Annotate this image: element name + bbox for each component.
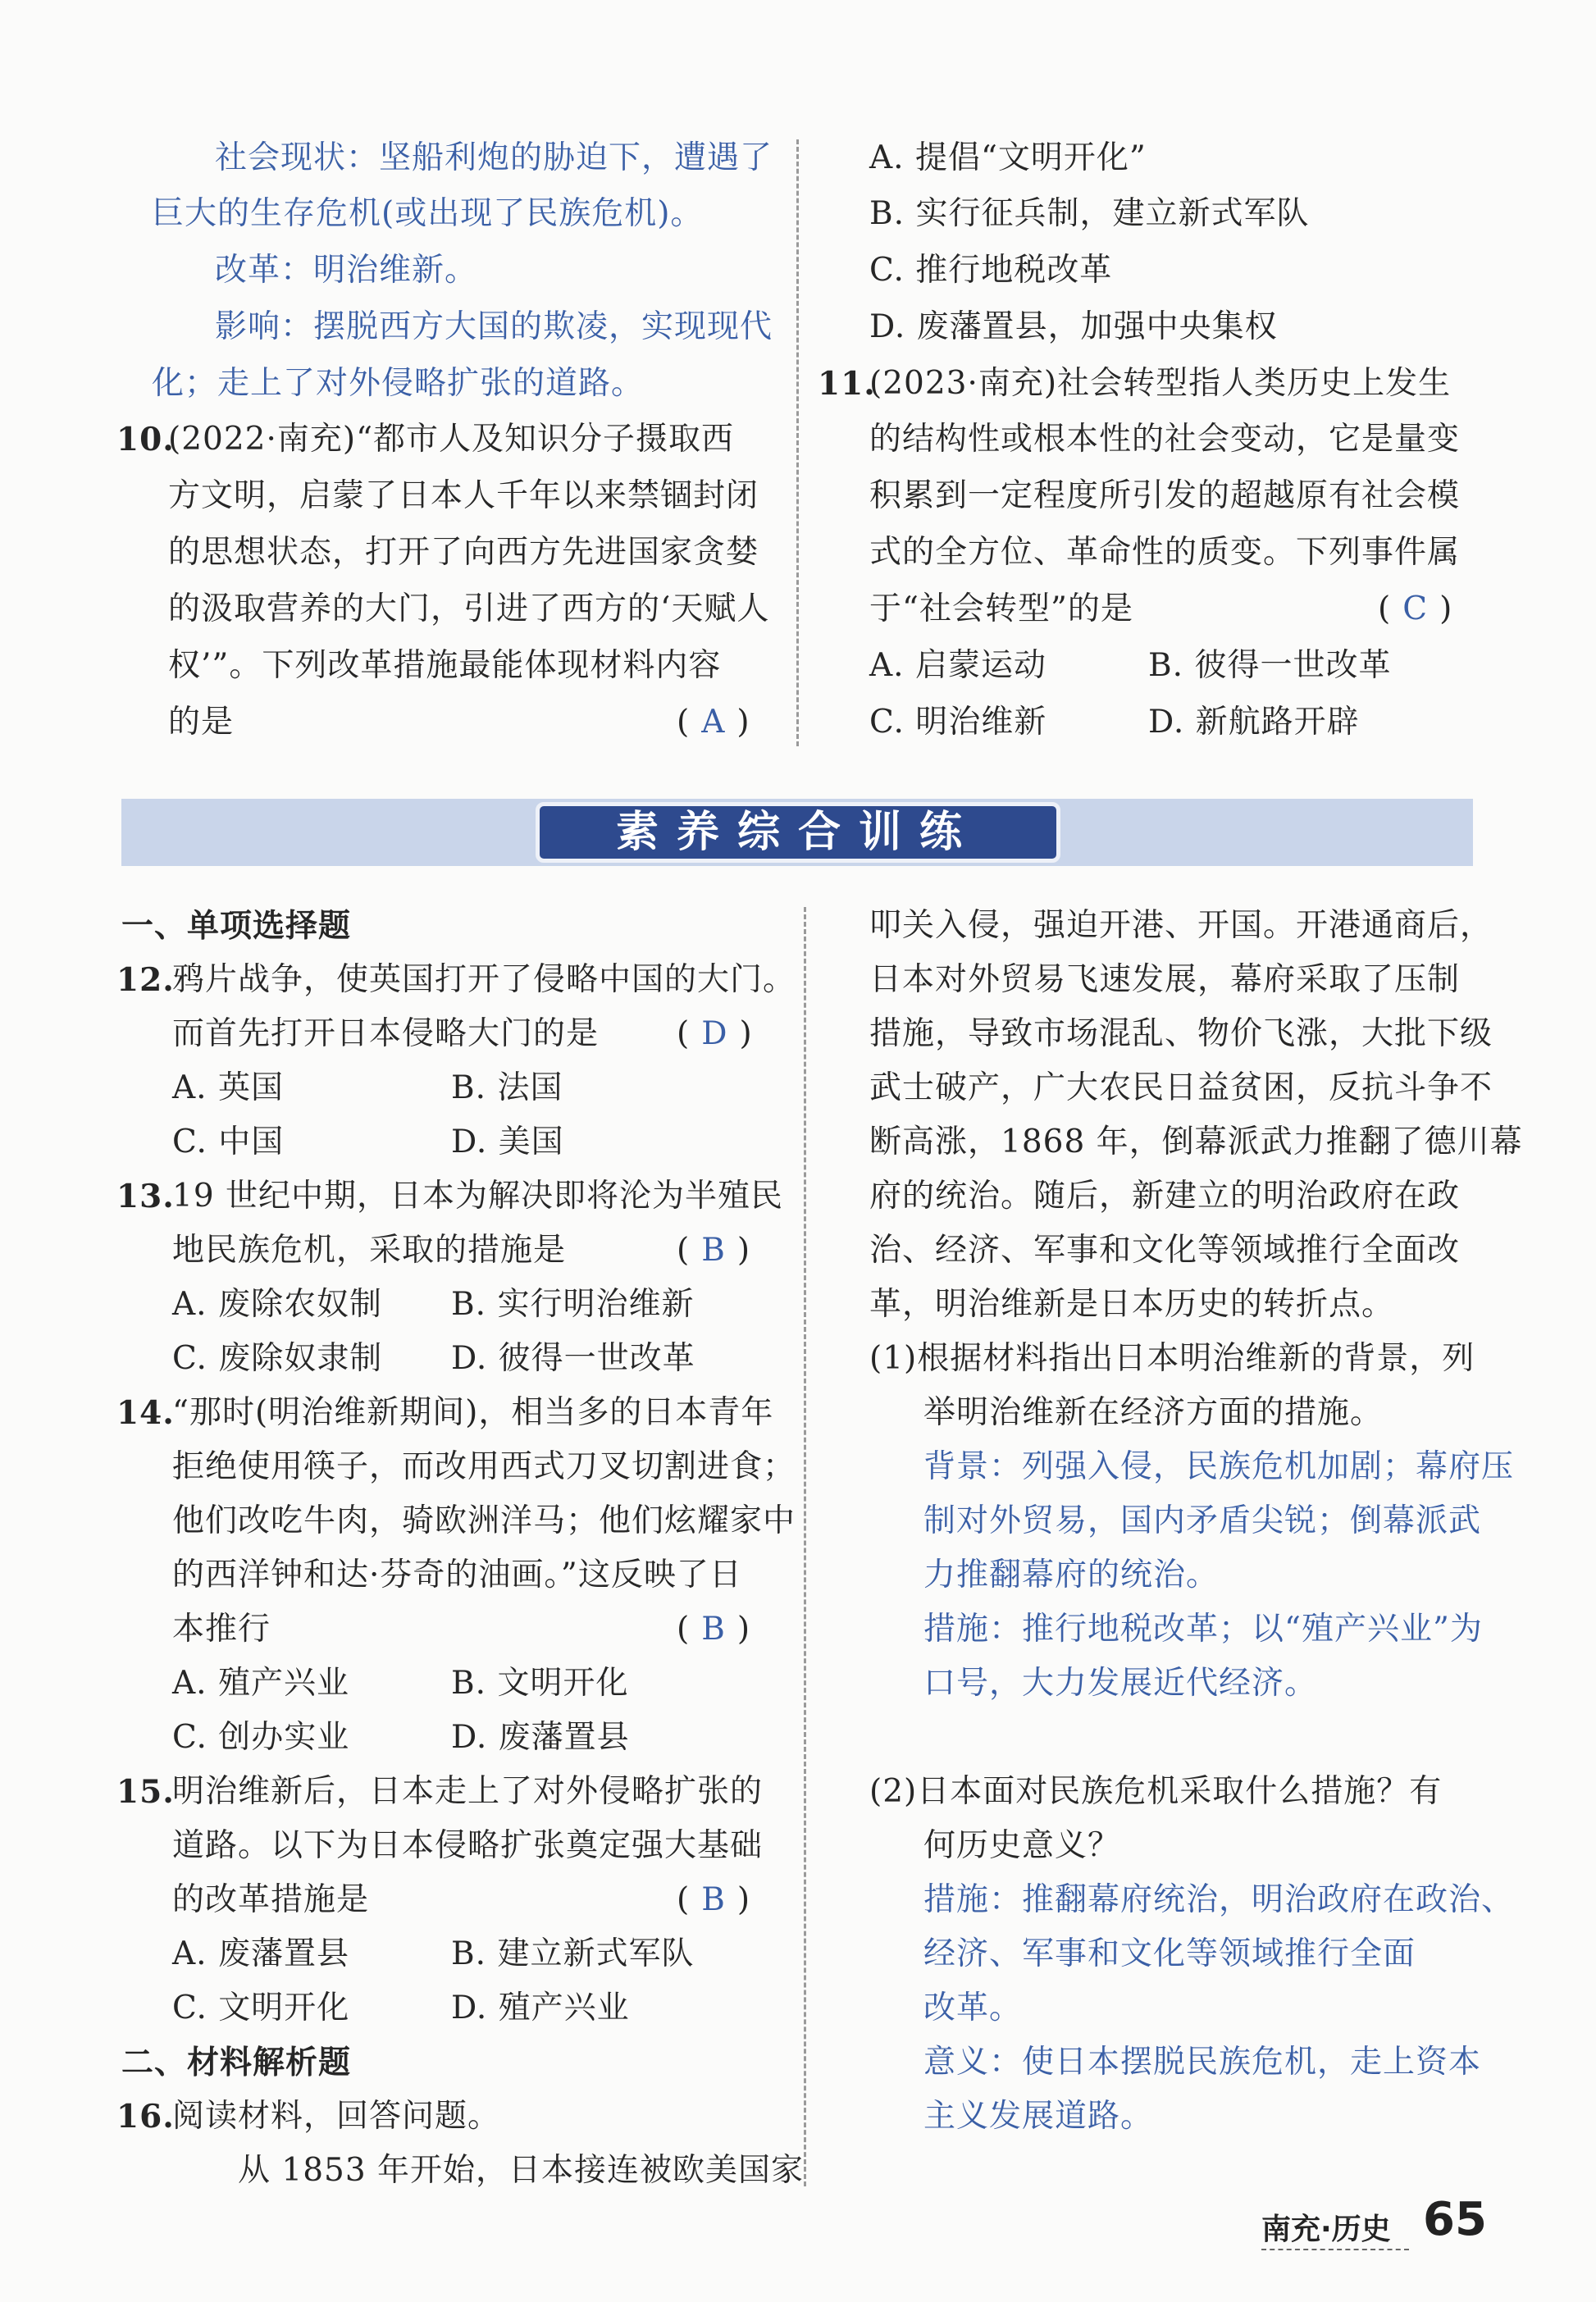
question-number: 10. [116, 421, 175, 458]
answer-choice: B [701, 1611, 726, 1648]
question-text: 的思想状态，打开了向西方先进国家贪婪 [168, 534, 759, 571]
answer-line: 社会现状：坚船利炮的胁迫下，遭遇了 [215, 139, 773, 176]
option: B. 法国 [451, 1069, 563, 1106]
answer-line: 经济、军事和文化等领域推行全面 [923, 1935, 1416, 1972]
question-text: 阅读材料，回答问题。 [172, 2098, 501, 2135]
answer-bracket: ( B ) [677, 1611, 751, 1648]
question-text: 19 世纪中期，日本为解决即将沦为半殖民 [172, 1178, 784, 1215]
answer-bracket: ( A ) [677, 704, 750, 741]
material-text: 革，明治维新是日本历史的转折点。 [869, 1286, 1395, 1323]
answer-line: 影响：摆脱西方大国的欺凌，实现现代 [215, 308, 773, 345]
material-text: 武士破产，广大农民日益贫困，反抗斗争不 [869, 1069, 1493, 1106]
question-number: 13. [116, 1178, 175, 1215]
material-text: 从 1853 年开始，日本接连被欧美国家 [238, 2152, 805, 2189]
question-text: 道路。以下为日本侵略扩张奠定强大基础 [172, 1827, 764, 1864]
option: B. 彼得一世改革 [1148, 647, 1392, 684]
answer-line: 化；走上了对外侵略扩张的道路。 [152, 365, 645, 402]
question-text: 而首先打开日本侵略大门的是 [172, 1015, 600, 1052]
answer-bracket: ( C ) [1378, 590, 1453, 627]
option: C. 推行地税改革 [869, 252, 1113, 289]
question-text: 方文明，启蒙了日本人千年以来禁锢封闭 [168, 477, 759, 514]
option: A. 殖产兴业 [172, 1665, 349, 1702]
answer-line: 改革。 [923, 1990, 1023, 2026]
question-text: (2022·南充)“都市人及知识分子摄取西 [168, 421, 735, 458]
sub-question: 举明治维新在经济方面的措施。 [923, 1394, 1384, 1431]
section-banner-title: 素养综合训练 [615, 808, 980, 857]
answer-bracket: ( B ) [677, 1881, 751, 1918]
question-text: 于“社会转型”的是 [869, 590, 1133, 627]
option: A. 英国 [172, 1069, 284, 1106]
option: B. 文明开化 [451, 1665, 629, 1702]
option: D. 新航路开辟 [1148, 704, 1360, 741]
column-divider [796, 139, 799, 746]
material-text: 措施，导致市场混乱、物价飞涨，大批下级 [869, 1015, 1493, 1052]
answer-choice: D [701, 1015, 728, 1052]
question-text: 的西洋钟和达·芬奇的油画。”这反映了日 [172, 1557, 742, 1593]
question-text: “那时(明治维新期间)，相当多的日本青年 [172, 1394, 774, 1431]
section-heading: 二、材料解析题 [121, 2044, 352, 2081]
material-text: 叩关入侵，强迫开港、开国。开港通商后， [869, 907, 1493, 944]
answer-choice: B [701, 1881, 726, 1918]
option: C. 文明开化 [172, 1990, 350, 2026]
answer-choice: C [1402, 590, 1429, 627]
answer-line: 改革：明治维新。 [215, 252, 478, 289]
material-text: 断高涨，1868 年，倒幕派武力推翻了德川幕 [869, 1124, 1523, 1160]
question-number: 12. [116, 961, 175, 999]
answer-line: 口号，大力发展近代经济。 [923, 1665, 1318, 1702]
option: B. 实行明治维新 [451, 1286, 695, 1323]
option: D. 彼得一世改革 [451, 1340, 695, 1377]
option: C. 中国 [172, 1124, 285, 1160]
answer-choice: A [701, 704, 726, 741]
option: D. 废藩置县 [451, 1719, 630, 1756]
question-text: 积累到一定程度所引发的超越原有社会模 [869, 477, 1461, 514]
answer-line: 主义发展道路。 [923, 2098, 1154, 2135]
sub-question: (1)根据材料指出日本明治维新的背景，列 [869, 1340, 1475, 1377]
option: A. 提倡“文明开化” [869, 139, 1147, 176]
option: B. 建立新式军队 [451, 1935, 695, 1972]
sub-question: (2)日本面对民族危机采取什么措施？有 [869, 1773, 1443, 1810]
question-text: 他们改吃牛肉，骑欧洲洋马；他们炫耀家中 [172, 1502, 796, 1539]
answer-line: 巨大的生存危机(或出现了民族危机)。 [152, 195, 704, 232]
question-text: 的是 [168, 704, 235, 741]
material-text: 日本对外贸易飞速发展，幕府采取了压制 [869, 961, 1461, 998]
answer-bracket: ( D ) [677, 1015, 753, 1052]
answer-bracket: ( B ) [677, 1232, 751, 1269]
answer-line: 背景：列强入侵，民族危机加剧；幕府压 [923, 1448, 1515, 1485]
question-number: 11. [818, 365, 876, 403]
option: D. 美国 [451, 1124, 564, 1160]
option: D. 殖产兴业 [451, 1990, 630, 2026]
footer-label: 南充·历史 [1261, 2213, 1391, 2246]
question-text: (2023·南充)社会转型指人类历史上发生 [869, 365, 1452, 402]
footer-underline [1261, 2249, 1409, 2250]
question-text: 地民族危机，采取的措施是 [172, 1232, 567, 1269]
answer-line: 制对外贸易，国内矛盾尖锐；倒幕派武 [923, 1502, 1482, 1539]
question-text: 的汲取营养的大门，引进了西方的‘天赋人 [168, 590, 770, 627]
question-number: 15. [116, 1773, 175, 1811]
page-number: 65 [1423, 2193, 1487, 2246]
question-text: 式的全方位、革命性的质变。下列事件属 [869, 534, 1461, 571]
option: A. 废藩置县 [172, 1935, 349, 1972]
question-number: 14. [116, 1394, 175, 1432]
answer-choice: B [701, 1232, 726, 1269]
answer-line: 力推翻幕府的统治。 [923, 1557, 1220, 1593]
answer-line: 意义：使日本摆脱民族危机，走上资本 [923, 2044, 1482, 2081]
question-text: 本推行 [172, 1611, 271, 1648]
option: D. 废藩置县，加强中央集权 [869, 308, 1278, 345]
column-divider [804, 907, 806, 2186]
material-text: 府的统治。随后，新建立的明治政府在政 [869, 1178, 1461, 1215]
answer-line: 措施：推翻幕府统治，明治政府在政治、 [923, 1881, 1515, 1918]
material-text: 治、经济、军事和文化等领域推行全面改 [869, 1232, 1461, 1269]
question-text: 权’”。下列改革措施最能体现材料内容 [168, 647, 722, 684]
option: C. 创办实业 [172, 1719, 350, 1756]
question-text: 拒绝使用筷子，而改用西式刀叉切割进食； [172, 1448, 796, 1485]
question-text: 的改革措施是 [172, 1881, 370, 1918]
answer-line: 措施：推行地税改革；以“殖产兴业”为 [923, 1611, 1483, 1648]
option: B. 实行征兵制，建立新式军队 [869, 195, 1310, 232]
option: A. 废除农奴制 [172, 1286, 382, 1323]
option: C. 废除奴隶制 [172, 1340, 383, 1377]
question-text: 鸦片战争，使英国打开了侵略中国的大门。 [172, 961, 796, 998]
option: C. 明治维新 [869, 704, 1047, 741]
option: A. 启蒙运动 [869, 647, 1047, 684]
question-number: 16. [116, 2098, 175, 2136]
question-text: 的结构性或根本性的社会变动，它是量变 [869, 421, 1461, 458]
section-heading: 一、单项选择题 [121, 907, 352, 945]
question-text: 明治维新后，日本走上了对外侵略扩张的 [172, 1773, 764, 1810]
sub-question: 何历史意义？ [923, 1827, 1121, 1864]
